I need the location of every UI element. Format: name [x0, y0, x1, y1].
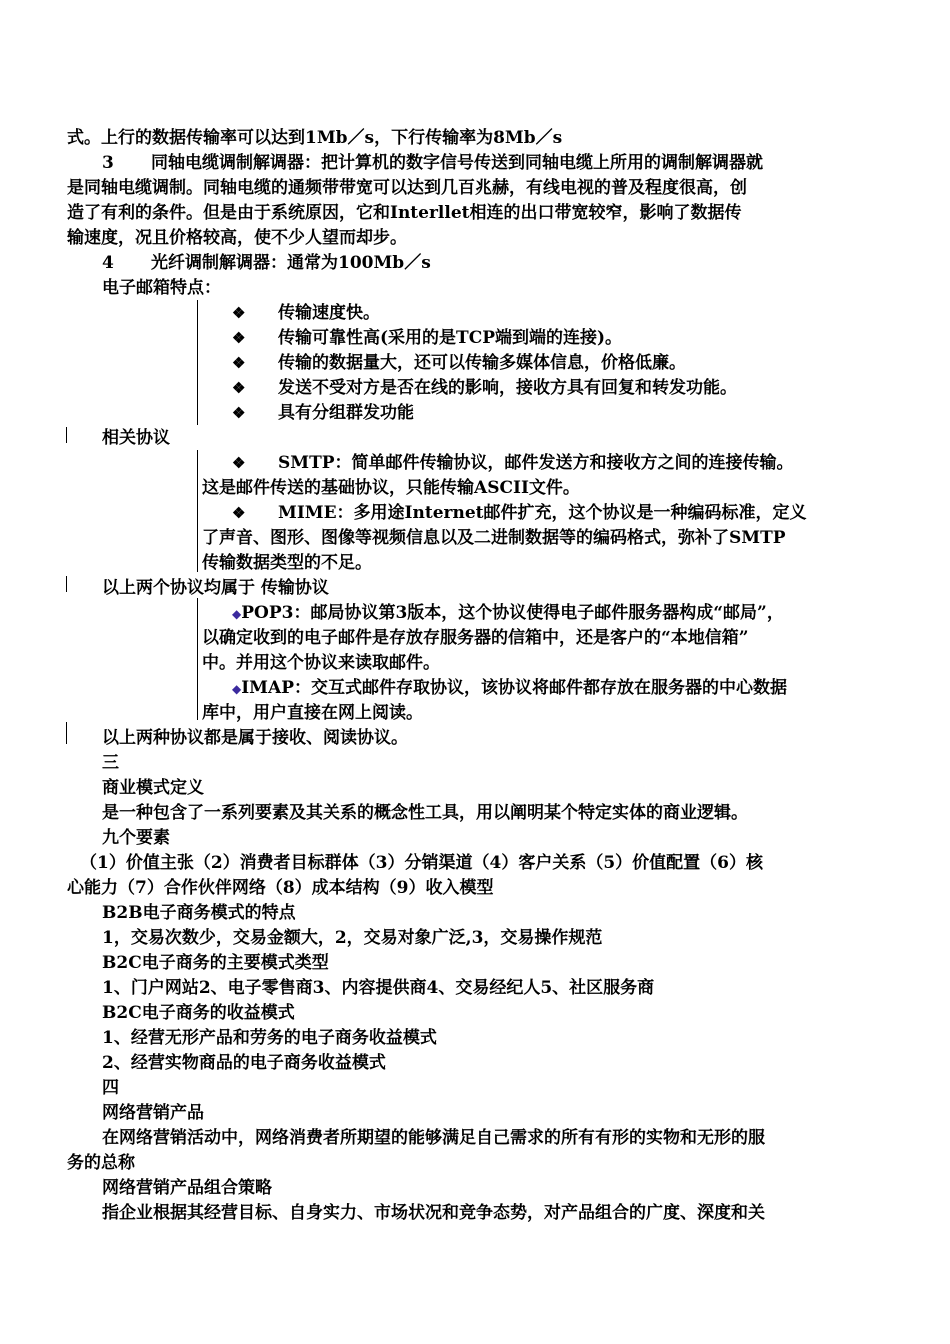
section-heading: 九个要素 [102, 828, 170, 848]
section-heading: B2C电子商务的主要模式类型 [102, 953, 329, 973]
list-item [232, 351, 686, 375]
protocol-text: MIME：多用途Internet邮件扩充，这个协议是一种编码标准，定义 [278, 503, 807, 523]
text-line: 库中，用户直接在网上阅读。 [202, 703, 423, 723]
text-line: 传输数据类型的不足。 [202, 553, 372, 573]
text-line: 1、门户网站2、电子零售商3、内容提供商4、交易经纪人5、社区服务商 [102, 978, 655, 998]
section-heading: 网络营销产品组合策略 [102, 1178, 272, 1198]
section-heading: 相关协议 [102, 428, 170, 448]
section-number: 四 [102, 1078, 119, 1098]
list-item-text: 传输可靠性高(采用的是TCP端到端的连接)。 [278, 328, 623, 348]
text-line: 是一种包含了一系列要素及其关系的概念性工具，用以阐明某个特定实体的商业逻辑。 [102, 803, 748, 823]
text-line: 务的总称 [67, 1153, 135, 1173]
bullet-icon: ❖ [232, 329, 246, 347]
list-item-text: 传输速度快。 [278, 303, 380, 323]
list-item [232, 326, 623, 350]
vertical-rule [66, 427, 67, 443]
section-heading: B2B电子商务模式的特点 [102, 903, 296, 923]
text-line: 心能力（7）合作伙伴网络（8）成本结构（9）收入模型 [67, 878, 494, 898]
list-item-text: 传输的数据量大，还可以传输多媒体信息，价格低廉。 [278, 353, 686, 373]
bullet-icon: ❖ [232, 404, 246, 422]
list-item [232, 376, 737, 400]
text-line: 同轴电缆调制解调器：把计算机的数字信号传送到同轴电缆上所用的调制解调器就 [151, 153, 763, 173]
protocol-mime [232, 501, 807, 525]
protocol-imap [232, 676, 787, 701]
text-line: 中。并用这个协议来读取邮件。 [202, 653, 440, 673]
text-line: 指企业根据其经营目标、自身实力、市场状况和竞争态势，对产品组合的广度、深度和关 [102, 1203, 765, 1223]
protocol-pop3 [232, 601, 784, 626]
protocol-smtp [232, 451, 794, 475]
text-line: 以确定收到的电子邮件是存放存服务器的信箱中，还是客户的“本地信箱” [202, 628, 749, 648]
text-line: 在网络营销活动中，网络消费者所期望的能够满足自己需求的所有有形的实物和无形的服 [102, 1128, 765, 1148]
section-heading: 网络营销产品 [102, 1103, 204, 1123]
text-line: 这是邮件传送的基础协议，只能传输ASCII文件。 [202, 478, 580, 498]
section-heading: 电子邮箱特点： [102, 278, 221, 298]
list-item-text: 具有分组群发功能 [278, 403, 414, 423]
protocol-text: SMTP：简单邮件传输协议，邮件发送方和接收方之间的连接传输。 [278, 453, 794, 473]
text-line: 以上两个协议均属于 传输协议 [102, 578, 329, 598]
list-item-text: 发送不受对方是否在线的影响，接收方具有回复和转发功能。 [278, 378, 737, 398]
text-line: 式。上行的数据传输率可以达到1Mb／s，下行传输率为8Mb／s [67, 128, 563, 148]
text-line: 以上两种协议都是属于接收、阅读协议。 [102, 728, 408, 748]
text-line: 2、经营实物商品的电子商务收益模式 [102, 1053, 386, 1073]
vertical-rule [66, 576, 67, 592]
list-item [232, 401, 414, 425]
text-line: 光纤调制解调器：通常为100Mb／s [151, 253, 431, 273]
protocol-text: POP3：邮局协议第3版本，这个协议使得电子邮件服务器构成“邮局”， [241, 603, 784, 623]
diamond-icon: ◆ [232, 682, 242, 696]
bullet-icon: ❖ [232, 304, 246, 322]
section-heading: B2C电子商务的收益模式 [102, 1003, 295, 1023]
section-number: 三 [102, 753, 119, 773]
protocol-text: IMAP：交互式邮件存取协议，该协议将邮件都存放在服务器的中心数据 [241, 678, 787, 698]
vertical-rule [197, 300, 198, 425]
vertical-rule [197, 450, 198, 572]
text-line: 1，交易次数少，交易金额大，2，交易对象广泛,3，交易操作规范 [102, 928, 603, 948]
text-line: 了声音、图形、图像等视频信息以及二进制数据等的编码格式，弥补了SMTP [202, 528, 786, 548]
list-number: 3 [102, 153, 114, 173]
text-line: 造了有利的条件。但是由于系统原因，它和Interllet相连的出口带宽较窄，影响了数据传 [67, 203, 742, 223]
text-line: 输速度，况且价格较高，使不少人望而却步。 [67, 228, 407, 248]
diamond-icon: ◆ [232, 607, 242, 621]
text-line: 1、经营无形产品和劳务的电子商务收益模式 [102, 1028, 437, 1048]
bullet-icon: ❖ [232, 454, 246, 472]
section-heading: 商业模式定义 [102, 778, 204, 798]
vertical-rule [197, 598, 198, 720]
bullet-icon: ❖ [232, 379, 246, 397]
vertical-rule [66, 722, 67, 744]
bullet-icon: ❖ [232, 504, 246, 522]
bullet-icon: ❖ [232, 354, 246, 372]
text-line: （1）价值主张（2）消费者目标群体（3）分销渠道（4）客户关系（5）价值配置（6）核 [80, 853, 763, 873]
text-line: 是同轴电缆调制。同轴电缆的通频带带宽可以达到几百兆赫，有线电视的普及程度很高，创 [67, 178, 747, 198]
list-number: 4 [102, 253, 114, 273]
list-item [232, 301, 380, 325]
